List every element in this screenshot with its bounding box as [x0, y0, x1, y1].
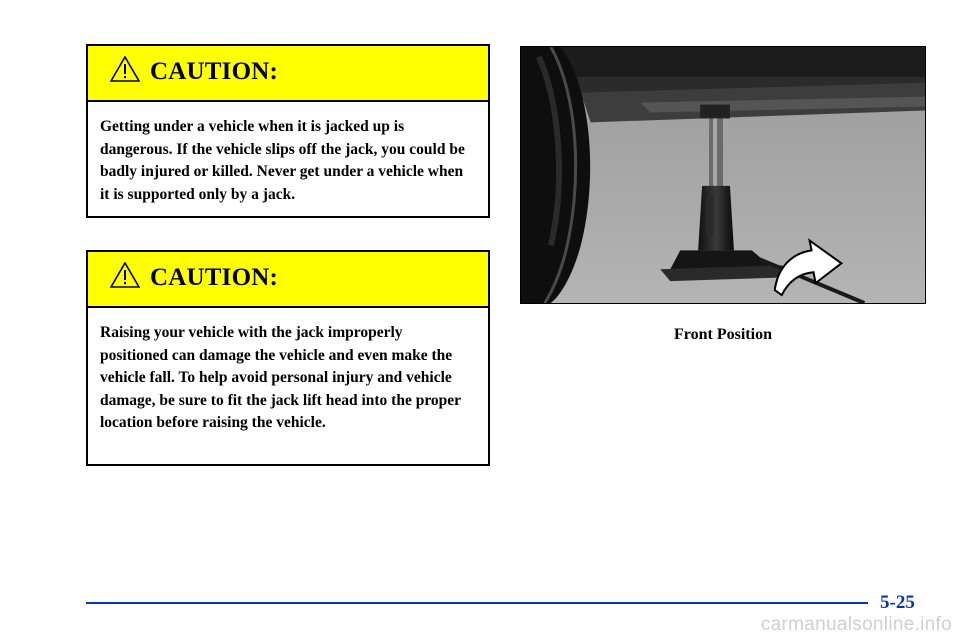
caution-header	[88, 252, 488, 308]
footer-rule	[86, 602, 868, 604]
caution-box-1	[86, 44, 490, 218]
caution-text: Getting under a vehicle when it is jacked up is dangerous. If the vehicle slips off the jack, you could be badly injured or killed. Never get under a vehicle when it is supported only by a jack.	[100, 118, 465, 203]
page-number: 5-25	[880, 592, 915, 613]
warning-triangle-icon	[110, 262, 140, 288]
jack-front-position-photo	[520, 46, 926, 304]
caution-header	[88, 46, 488, 102]
caution-box-2	[86, 250, 490, 466]
caution-title: CAUTION:	[150, 58, 278, 85]
figure-caption: Front Position	[674, 326, 772, 343]
caution-title: CAUTION:	[150, 264, 278, 291]
watermark: carmanualsonline.info	[760, 614, 952, 635]
warning-triangle-icon	[110, 56, 140, 82]
caution-text: Raising your vehicle with the jack improperly positioned can damage the vehicle and even make the vehicle fall. To help avoid personal injury and vehicle damage, be sure to fit the jack lift head into the proper location before raising the vehicle.	[100, 324, 461, 431]
